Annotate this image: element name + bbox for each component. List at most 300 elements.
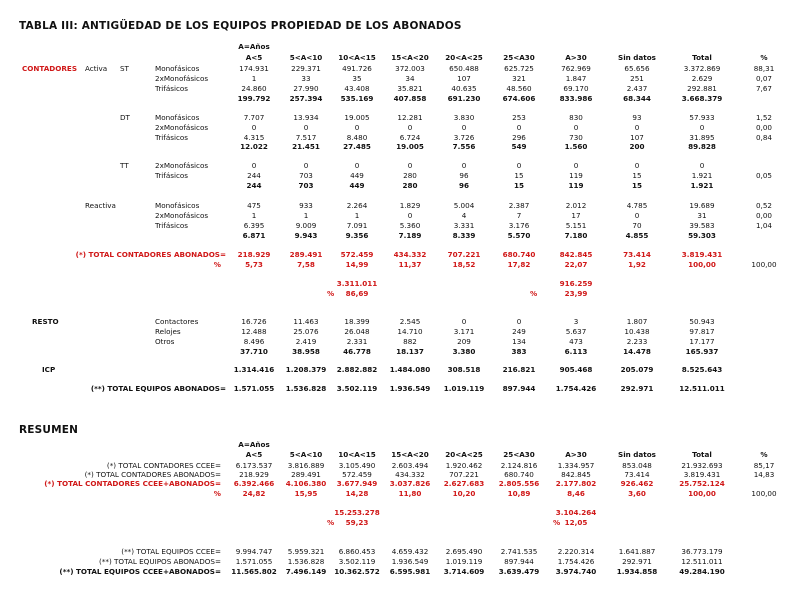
tt-dos-cell: 0 — [516, 161, 522, 170]
resumen-ccee-label: (*) TOTAL CONTADORES CCEE= — [106, 461, 221, 470]
dt-tri-cell: 296 — [512, 133, 526, 142]
st-dos-cell: 2.629 — [691, 74, 713, 83]
st-dos-cell: 1 — [251, 74, 257, 83]
dt-tri-cell: 7.517 — [295, 133, 317, 142]
column-header: 10<A<15 — [338, 53, 376, 62]
dt-subtotal-cell: 7.556 — [452, 142, 476, 151]
total-contadores-pct-cell: 18,52 — [452, 260, 476, 269]
st-tri-cell: 40.635 — [451, 84, 477, 93]
total-contadores-cell: 73.414 — [623, 250, 651, 259]
resumen-eq-sum-label: (**) TOTAL EQUIPOS CCEE+ABONADOS= — [59, 567, 221, 576]
row-type-label: 2xMonofásicos — [155, 211, 209, 220]
re-subtotal-cell: 8.339 — [452, 231, 476, 240]
column-header: 20<A<25 — [445, 53, 483, 62]
total-equipos-cell: 1.019.119 — [443, 384, 485, 393]
total-contadores-pct-cell: 1,92 — [628, 260, 646, 269]
total-equipos-cell: 292.971 — [620, 384, 654, 393]
total-contadores-label: (*) TOTAL CONTADORES ABONADOS= — [75, 250, 226, 259]
resumen-pct-cell: 100,00 — [688, 489, 716, 498]
total-equipos-cell: 12.511.011 — [679, 384, 725, 393]
contactores-cell: 0 — [516, 317, 522, 326]
re-mono-cell: 475 — [247, 201, 261, 210]
tt-subtotal-cell: 280 — [402, 181, 418, 190]
st-dos-cell: 34 — [405, 74, 415, 83]
dt-dos-cell: 0 — [407, 123, 413, 132]
dt-subtotal-cell: 89.828 — [688, 142, 716, 151]
icp-cell: 8.525.643 — [681, 365, 723, 374]
column-header: A<5 — [245, 450, 263, 459]
dt-mono-cell: 253 — [512, 113, 526, 122]
re-mono-cell: 4.785 — [626, 201, 648, 210]
resumen-ccee-cell: 2.603.494 — [391, 461, 429, 470]
tt-subtotal-cell: 119 — [568, 181, 584, 190]
dt-mono-cell: 93 — [632, 113, 642, 122]
resumen-pct-cell: 100,00 — [751, 489, 777, 498]
resumen-abon-cell: 680.740 — [504, 470, 534, 479]
relojes-cell: 249 — [512, 327, 526, 336]
tt-subtotal-cell: 244 — [246, 181, 262, 190]
resumen-sum-cell: 3.037.826 — [389, 479, 431, 488]
resumen-eq-sum-cell: 6.595.981 — [389, 567, 431, 576]
tt-subtotal-cell: 15 — [631, 181, 642, 190]
resumen-pct-cell: 24,82 — [242, 489, 266, 498]
re-subtotal-cell: 7.189 — [398, 231, 422, 240]
dt-mono-cell: 7.707 — [243, 113, 265, 122]
group-b-pct: 23,99 — [564, 289, 588, 298]
st-mono-cell: 491.726 — [342, 64, 372, 73]
total-contadores-pct-label: % — [213, 260, 221, 269]
tt-dos-cell: 0 — [407, 161, 413, 170]
st-mono-cell: 88,31 — [753, 64, 775, 73]
resumen-sum-cell: 3.677.949 — [336, 479, 378, 488]
total-contadores-pct-cell: 14,99 — [345, 260, 369, 269]
axis-header: A=Años — [238, 42, 270, 51]
resumen-abon-label: (*) TOTAL CONTADORES ABONADOS= — [84, 470, 221, 479]
st-subtotal-cell: 407.858 — [393, 94, 427, 103]
dt-dos-cell: 0 — [573, 123, 579, 132]
resumen-eq-sum-cell: 3.714.609 — [443, 567, 485, 576]
resumen-pct-label: % — [213, 489, 221, 498]
group-b-pct-label: % — [530, 289, 538, 298]
tt-tri-cell: 15 — [514, 171, 524, 180]
tt-tri-cell: 15 — [632, 171, 642, 180]
icp-cell: 216.821 — [502, 365, 536, 374]
re-tri-cell: 5.151 — [565, 221, 587, 230]
dt-tri-cell: 730 — [569, 133, 583, 142]
tt-dos-cell: 0 — [573, 161, 579, 170]
resumen-eq-ccee-cell: 36.773.179 — [681, 547, 723, 556]
re-subtotal-cell: 7.180 — [564, 231, 588, 240]
resumen-ccee-cell: 6.173.537 — [235, 461, 273, 470]
st-mono-cell: 229.371 — [291, 64, 321, 73]
otros-cell: 473 — [569, 337, 583, 346]
column-header: 15<A<20 — [391, 450, 429, 459]
resumen-abon-cell: 289.491 — [291, 470, 321, 479]
total-equipos-cell: 1.571.055 — [233, 384, 275, 393]
column-header: 20<A<25 — [445, 450, 483, 459]
re-tri-cell: 1,04 — [755, 221, 772, 230]
re-dos-cell: 1 — [303, 211, 309, 220]
dt-subtotal-cell: 27.485 — [343, 142, 371, 151]
otros-cell: 134 — [512, 337, 526, 346]
st-mono-cell: 3.372.869 — [683, 64, 721, 73]
re-subtotal-cell: 5.570 — [507, 231, 531, 240]
resumen-sum-cell: 2.805.556 — [498, 479, 540, 488]
resumen-eq-abon-cell: 897.944 — [504, 557, 534, 566]
dt-tri-cell: 31.895 — [689, 133, 715, 142]
resto-subtotal-cell: 383 — [511, 347, 527, 356]
relojes-cell: 5.637 — [565, 327, 587, 336]
st-subtotal-cell: 68.344 — [623, 94, 651, 103]
tt-dos-cell: 0 — [634, 161, 640, 170]
dt-mono-cell: 3.830 — [453, 113, 475, 122]
total-equipos-label: (**) TOTAL EQUIPOS ABONADOS= — [90, 384, 226, 393]
st-mono-cell: 65.656 — [624, 64, 650, 73]
relojes-cell: 25.076 — [293, 327, 319, 336]
otros-cell: 2.419 — [295, 337, 317, 346]
st-tri-cell: 43.408 — [344, 84, 370, 93]
tt-tri-cell: 0,05 — [755, 171, 772, 180]
re-subtotal-cell: 4.855 — [625, 231, 649, 240]
row-group-tt: TT — [120, 161, 129, 170]
st-tri-cell: 27.990 — [293, 84, 319, 93]
contactores-cell: 3 — [573, 317, 579, 326]
resumen-abon-cell: 14,83 — [753, 470, 775, 479]
total-contadores-cell: 289.491 — [289, 250, 323, 259]
resumen-eq-ccee-cell: 6.860.453 — [338, 547, 376, 556]
row-type-label: Contactores — [155, 317, 199, 326]
row-type-label: Trifásicos — [155, 221, 189, 230]
resumen-abon-cell: 572.459 — [342, 470, 372, 479]
total-contadores-pct-cell: 100,00 — [688, 260, 716, 269]
resto-subtotal-cell: 3.380 — [452, 347, 476, 356]
resumen-ccee-cell: 21.932.693 — [681, 461, 723, 470]
resumen-eq-ccee-cell: 9.994.747 — [235, 547, 273, 556]
resumen-pct-cell: 10,20 — [452, 489, 476, 498]
resumen-pct-cell: 3,60 — [628, 489, 646, 498]
st-subtotal-cell: 691.230 — [447, 94, 481, 103]
st-subtotal-cell: 199.792 — [237, 94, 271, 103]
dt-dos-cell: 0 — [699, 123, 705, 132]
section-label-icp: ICP — [42, 365, 56, 374]
dt-dos-cell: 0 — [251, 123, 257, 132]
tt-tri-cell: 96 — [459, 171, 469, 180]
re-tri-cell: 70 — [632, 221, 642, 230]
tt-subtotal-cell: 15 — [513, 181, 524, 190]
resumen-abon-cell: 73.414 — [624, 470, 650, 479]
total-equipos-cell: 1.936.549 — [389, 384, 431, 393]
re-mono-cell: 2.012 — [565, 201, 587, 210]
tt-dos-cell: 0 — [461, 161, 467, 170]
relojes-cell: 26.048 — [344, 327, 370, 336]
st-dos-cell: 321 — [512, 74, 526, 83]
st-dos-cell: 107 — [457, 74, 471, 83]
resumen-eq-ccee-cell: 4.659.432 — [391, 547, 429, 556]
dt-dos-cell: 0 — [516, 123, 522, 132]
total-equipos-cell: 1.754.426 — [555, 384, 597, 393]
icp-cell: 205.079 — [620, 365, 654, 374]
resumen-eq-sum-cell: 10.362.572 — [334, 567, 380, 576]
resumen-eq-ccee-cell: 2.220.314 — [557, 547, 595, 556]
section-label-resto: RESTO — [32, 317, 59, 326]
resumen-eq-sum-cell: 3.974.740 — [555, 567, 597, 576]
total-contadores-cell: 3.819.431 — [681, 250, 723, 259]
re-mono-cell: 933 — [299, 201, 313, 210]
resumen-abon-cell: 707.221 — [449, 470, 479, 479]
resumen-sum-cell: 2.627.683 — [443, 479, 485, 488]
st-dos-cell: 251 — [630, 74, 644, 83]
re-dos-cell: 0 — [634, 211, 640, 220]
total-equipos-cell: 1.536.828 — [285, 384, 327, 393]
re-dos-cell: 17 — [571, 211, 581, 220]
re-mono-cell: 5.004 — [453, 201, 475, 210]
total-contadores-cell: 218.929 — [237, 250, 271, 259]
st-tri-cell: 2.437 — [626, 84, 648, 93]
contactores-cell: 0 — [461, 317, 467, 326]
resumen-eq-ccee-cell: 5.959.321 — [287, 547, 325, 556]
otros-cell: 209 — [457, 337, 471, 346]
resumen-eq-ccee-label: (**) TOTAL EQUIPOS CCEE= — [121, 547, 221, 556]
icp-cell: 2.882.882 — [336, 365, 378, 374]
resto-subtotal-cell: 14.478 — [623, 347, 651, 356]
dt-tri-cell: 8.480 — [346, 133, 368, 142]
tt-dos-cell: 0 — [303, 161, 309, 170]
dt-mono-cell: 1,52 — [755, 113, 772, 122]
resumen-eq-abon-cell: 1.936.549 — [391, 557, 429, 566]
column-header: 5<A<10 — [289, 53, 323, 62]
group-a-pct: 86,69 — [345, 289, 369, 298]
tt-tri-cell: 703 — [299, 171, 313, 180]
group-b-value: 916.259 — [559, 279, 593, 288]
column-header: Total — [692, 53, 712, 62]
row-group-reactiva: Reactiva — [85, 201, 116, 210]
relojes-cell: 10.438 — [624, 327, 650, 336]
st-dos-cell: 35 — [352, 74, 362, 83]
dt-mono-cell: 12.281 — [397, 113, 423, 122]
contactores-cell: 18.399 — [344, 317, 370, 326]
resumen-title: RESUMEN — [19, 424, 79, 436]
column-header: 25<A30 — [503, 450, 535, 459]
tt-tri-cell: 1.921 — [691, 171, 713, 180]
st-mono-cell: 650.488 — [449, 64, 479, 73]
resumen-eq-abon-cell: 1.019.119 — [445, 557, 483, 566]
tt-dos-cell: 0 — [251, 161, 257, 170]
dt-dos-cell: 0 — [461, 123, 467, 132]
resumen-group-b-pct-label: % — [553, 518, 561, 527]
group-a-pct-label: % — [327, 289, 335, 298]
resumen-eq-sum-cell: 7.496.149 — [285, 567, 327, 576]
dt-mono-cell: 830 — [569, 113, 583, 122]
re-tri-cell: 3.176 — [508, 221, 530, 230]
re-mono-cell: 0,52 — [755, 201, 772, 210]
resumen-group-b-value: 3.104.264 — [555, 508, 597, 517]
column-header: Sin datos — [618, 53, 656, 62]
st-mono-cell: 372.003 — [395, 64, 425, 73]
dt-tri-cell: 107 — [630, 133, 644, 142]
re-tri-cell: 5.360 — [399, 221, 421, 230]
dt-mono-cell: 13.934 — [293, 113, 319, 122]
st-subtotal-cell: 3.668.379 — [681, 94, 723, 103]
total-contadores-pct-cell: 22,07 — [564, 260, 588, 269]
otros-cell: 2.331 — [346, 337, 368, 346]
resumen-group-a-pct-label: % — [327, 518, 335, 527]
dt-tri-cell: 0,84 — [755, 133, 772, 142]
resumen-abon-cell: 3.819.431 — [683, 470, 721, 479]
row-type-label: Relojes — [155, 327, 181, 336]
st-tri-cell: 48.560 — [506, 84, 532, 93]
otros-cell: 17.177 — [689, 337, 715, 346]
dt-subtotal-cell: 200 — [629, 142, 645, 151]
st-mono-cell: 174.931 — [239, 64, 269, 73]
re-tri-cell: 6.395 — [243, 221, 265, 230]
resumen-group-b-pct: 12,05 — [564, 518, 588, 527]
st-dos-cell: 0,07 — [755, 74, 772, 83]
total-contadores-pct-cell: 100,00 — [751, 260, 777, 269]
st-mono-cell: 762.969 — [561, 64, 591, 73]
tt-tri-cell: 280 — [403, 171, 417, 180]
re-subtotal-cell: 6.871 — [242, 231, 266, 240]
contactores-cell: 1.807 — [626, 317, 648, 326]
icp-cell: 905.468 — [559, 365, 593, 374]
dt-dos-cell: 0,00 — [755, 123, 772, 132]
row-type-label: 2xMonofásicos — [155, 123, 209, 132]
row-type-label: Trifásicos — [155, 133, 189, 142]
row-type-label: Monofásicos — [155, 201, 200, 210]
resumen-pct-cell: 14,28 — [345, 489, 369, 498]
re-dos-cell: 0,00 — [755, 211, 772, 220]
st-tri-cell: 69.170 — [563, 84, 589, 93]
resumen-eq-sum-cell: 1.934.858 — [616, 567, 658, 576]
total-contadores-cell: 680.740 — [502, 250, 536, 259]
resumen-group-a-pct: 59,23 — [345, 518, 369, 527]
contactores-cell: 2.545 — [399, 317, 421, 326]
total-contadores-cell: 572.459 — [340, 250, 374, 259]
st-dos-cell: 33 — [301, 74, 311, 83]
contactores-cell: 16.726 — [241, 317, 267, 326]
tt-tri-cell: 244 — [247, 171, 261, 180]
re-mono-cell: 19.689 — [689, 201, 715, 210]
dt-subtotal-cell: 21.451 — [292, 142, 320, 151]
total-contadores-cell: 707.221 — [447, 250, 481, 259]
row-type-label: Monofásicos — [155, 64, 200, 73]
st-subtotal-cell: 257.394 — [289, 94, 323, 103]
row-type-label: 2xMonofásicos — [155, 161, 209, 170]
resumen-pct-cell: 15,95 — [294, 489, 318, 498]
resto-subtotal-cell: 46.778 — [343, 347, 371, 356]
otros-cell: 8.496 — [243, 337, 265, 346]
resumen-ccee-cell: 853.048 — [622, 461, 652, 470]
section-label-contadores: CONTADORES — [22, 64, 78, 73]
resto-subtotal-cell: 6.113 — [564, 347, 588, 356]
re-subtotal-cell: 59.303 — [688, 231, 716, 240]
resumen-eq-ccee-cell: 2.695.490 — [445, 547, 483, 556]
resumen-eq-abon-cell: 1.754.426 — [557, 557, 595, 566]
otros-cell: 882 — [403, 337, 417, 346]
row-group-dt: DT — [120, 113, 130, 122]
re-mono-cell: 2.387 — [508, 201, 530, 210]
resumen-abon-cell: 434.332 — [395, 470, 425, 479]
re-mono-cell: 2.264 — [346, 201, 368, 210]
table-title: TABLA III: ANTIGÜEDAD DE LOS EQUIPOS PROPIEDAD DE LOS ABONADOS — [19, 20, 462, 32]
re-tri-cell: 9.009 — [295, 221, 317, 230]
tt-tri-cell: 449 — [350, 171, 364, 180]
dt-subtotal-cell: 19.005 — [396, 142, 424, 151]
re-subtotal-cell: 9.356 — [345, 231, 369, 240]
resumen-eq-ccee-cell: 1.641.887 — [618, 547, 656, 556]
resumen-abon-cell: 218.929 — [239, 470, 269, 479]
dt-dos-cell: 0 — [303, 123, 309, 132]
resumen-sum-cell: 926.462 — [620, 479, 654, 488]
column-header: 25<A30 — [503, 53, 535, 62]
resto-subtotal-cell: 38.958 — [292, 347, 320, 356]
column-header: A>30 — [565, 53, 587, 62]
contactores-cell: 50.943 — [689, 317, 715, 326]
column-header: A>30 — [565, 450, 587, 459]
icp-cell: 1.208.379 — [285, 365, 327, 374]
dt-mono-cell: 57.933 — [689, 113, 715, 122]
relojes-cell: 3.171 — [453, 327, 475, 336]
resumen-eq-sum-cell: 3.639.479 — [498, 567, 540, 576]
axis-header: A=Años — [238, 440, 270, 449]
resumen-eq-abon-cell: 292.971 — [622, 557, 652, 566]
icp-cell: 1.484.080 — [389, 365, 431, 374]
resumen-ccee-cell: 3.816.889 — [287, 461, 325, 470]
st-tri-cell: 35.821 — [397, 84, 423, 93]
dt-mono-cell: 19.005 — [344, 113, 370, 122]
total-contadores-pct-cell: 11,37 — [398, 260, 422, 269]
st-subtotal-cell: 535.169 — [340, 94, 374, 103]
row-group-activa: Activa — [85, 64, 108, 73]
row-group-st: ST — [120, 64, 129, 73]
relojes-cell: 97.817 — [689, 327, 715, 336]
icp-cell: 1.314.416 — [233, 365, 275, 374]
re-dos-cell: 1 — [354, 211, 360, 220]
re-dos-cell: 1 — [251, 211, 257, 220]
tt-dos-cell: 0 — [354, 161, 360, 170]
dt-subtotal-cell: 549 — [511, 142, 527, 151]
st-mono-cell: 625.725 — [504, 64, 534, 73]
resumen-pct-cell: 11,80 — [398, 489, 422, 498]
re-dos-cell: 31 — [697, 211, 707, 220]
row-type-label: Trifásicos — [155, 171, 189, 180]
column-header: 5<A<10 — [289, 450, 323, 459]
resumen-ccee-cell: 85,17 — [753, 461, 775, 470]
dt-tri-cell: 6.724 — [399, 133, 421, 142]
dt-subtotal-cell: 12.022 — [240, 142, 268, 151]
tt-subtotal-cell: 703 — [298, 181, 314, 190]
resumen-sum-cell: 6.392.466 — [233, 479, 275, 488]
resumen-eq-abon-cell: 1.536.828 — [287, 557, 325, 566]
st-subtotal-cell: 833.986 — [559, 94, 593, 103]
tt-dos-cell: 0 — [699, 161, 705, 170]
tt-subtotal-cell: 449 — [349, 181, 365, 190]
row-type-label: Monofásicos — [155, 113, 200, 122]
total-contadores-pct-cell: 17,82 — [507, 260, 531, 269]
total-contadores-pct-cell: 5,73 — [245, 260, 263, 269]
resumen-eq-abon-cell: 3.502.119 — [338, 557, 376, 566]
resumen-eq-sum-cell: 49.284.190 — [679, 567, 725, 576]
resumen-ccee-cell: 2.124.816 — [500, 461, 538, 470]
group-a-value: 3.311.011 — [336, 279, 378, 288]
row-type-label: 2xMonofásicos — [155, 74, 209, 83]
total-contadores-cell: 434.332 — [393, 250, 427, 259]
contactores-cell: 11.463 — [293, 317, 319, 326]
re-dos-cell: 7 — [516, 211, 522, 220]
dt-dos-cell: 0 — [354, 123, 360, 132]
column-header: 10<A<15 — [338, 450, 376, 459]
otros-cell: 2.233 — [626, 337, 648, 346]
resumen-eq-abon-label: (**) TOTAL EQUIPOS ABONADOS= — [98, 557, 221, 566]
